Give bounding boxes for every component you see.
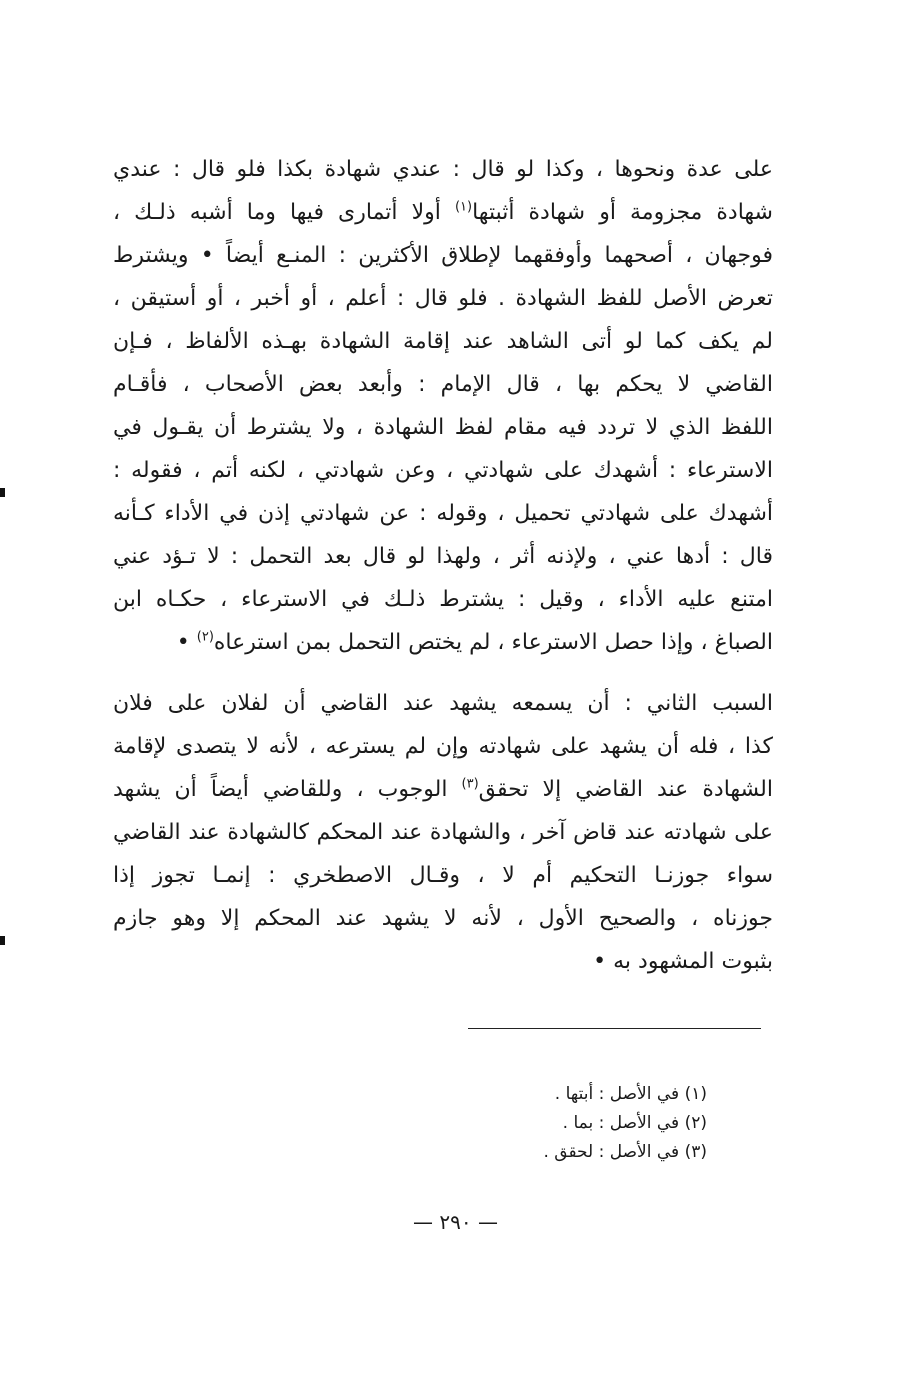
text-line: الاسترعاء : أشهدك على شهادتي ، وعن شهادتي ، لكنه أتم ، فقوله : — [113, 458, 773, 483]
scan-margin-mark — [0, 488, 5, 497]
text-line: قال : أدها عني ، ولإذنه أثر ، ولهذا لو قال بعد التحمل : لا تـؤد عني — [113, 544, 773, 569]
main-text — [113, 148, 773, 983]
text-line: جوزناه ، والصحيح الأول ، لأنه لا يشهد عند المحكم إلا وهو جازم — [113, 906, 773, 931]
text-line: اللفظ الذي لا تردد فيه مقام لفظ الشهادة ، ولا يشترط أن يقـول في — [113, 415, 773, 440]
text-line: لم يكف كما لو أتى الشاهد عند إقامة الشهادة بهـذه الألفاظ ، فـإن — [113, 329, 773, 354]
footnote-reference: (٣) — [461, 776, 479, 792]
text-line: شهادة مجزومة أو شهادة أثبتها$^{(١)}$ أولا أتمارى فيها وما أشبه ذلـك ، — [113, 199, 773, 225]
footnote-reference: (٢) — [196, 629, 214, 645]
footnote-separator — [468, 1028, 761, 1029]
text-line: تعرض الأصل للفظ الشهادة . فلو قال : أعلم ، أو أخبر ، أو أستيقن ، — [113, 286, 773, 311]
text-line: امتنع عليه الأداء ، وقيل : يشترط ذلـك في الاسترعاء ، حكـاه ابن — [113, 587, 773, 612]
text-line: على شهادته عند قاض آخر ، والشهادة عند المحكم كالشهادة عند القاضي — [113, 820, 773, 845]
scan-margin-mark — [0, 936, 5, 945]
paragraph-2 — [113, 682, 773, 983]
footnotes — [407, 1080, 707, 1167]
text-line: الصباغ ، وإذا حصل الاسترعاء ، لم يختص التحمل بمن استرعاه$^{(٢)}$ • — [176, 629, 773, 655]
text-line: على عدة ونحوها ، وكذا لو قال : عندي شهادة بكذا فلو قال : عندي — [113, 157, 773, 182]
text-line: السبب الثاني : أن يسمعه يشهد عند القاضي أن لفلان على فلان — [113, 691, 773, 716]
text-line: كذا ، فله أن يشهد على شهادته وإن لم يسترعه ، لأنه لا يتصدى لإقامة — [113, 734, 773, 759]
text-line: سواء جوزنـا التحكيم أم لا ، وقـال الاصطخري : إنمـا تجوز إذا — [113, 863, 773, 888]
footnote-1: (١) في الأصل : أبتها . — [554, 1084, 707, 1104]
text-line: الشهادة عند القاضي إلا تحقق$^{(٣)}$ الوجوب ، وللقاضي أيضاً أن يشهد — [113, 776, 773, 802]
text-line: بثبوت المشهود به • — [593, 949, 773, 974]
text-line: القاضي لا يحكم بها ، قال الإمام : وأبعد بعض الأصحاب ، فأقـام — [113, 372, 773, 397]
footnote-3: (٣) في الأصل : لحقق . — [543, 1142, 707, 1162]
footnote-reference: (١) — [454, 199, 473, 215]
footnote-2: (٢) في الأصل : بما . — [562, 1113, 707, 1133]
text-line: أشهدك على شهادتي تحميل ، وقوله : عن شهادتي إذن في الأداء كـأنه — [113, 501, 773, 526]
text-line: فوجهان ، أصحهما وأوفقهما لإطلاق الأكثرين : المنـع أيضاً • ويشترط — [113, 243, 773, 268]
page-number: — ٢٩٠ — — [413, 1210, 498, 1234]
paragraph-1 — [113, 148, 773, 664]
